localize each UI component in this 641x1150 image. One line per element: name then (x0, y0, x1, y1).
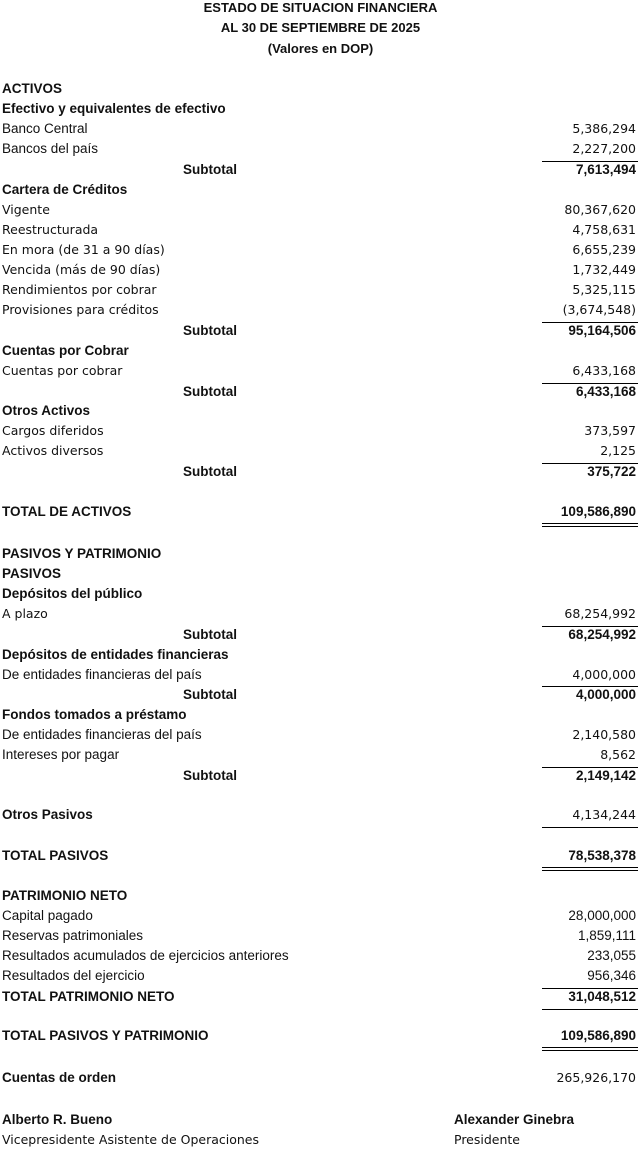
line-item-label: Provisiones para créditos (2, 302, 159, 317)
double-rule (542, 523, 638, 527)
subtotal-row (0, 322, 641, 342)
line-item-label: Resultados acumulados de ejercicios anteriores (2, 948, 289, 963)
report-currency: (Valores en DOP) (267, 41, 374, 56)
line-item (0, 241, 641, 261)
fondos-heading-row (0, 706, 641, 726)
line-item-value: 6,433,168 (572, 363, 636, 378)
line-item-label: De entidades financieras del país (2, 727, 202, 742)
line-item-label: Reestructurada (2, 222, 99, 237)
line-item-label: Resultados del ejercicio (2, 968, 145, 983)
line-item-value: 8,562 (600, 747, 636, 762)
cartera-heading: Cartera de Créditos (2, 182, 128, 197)
subtotal-label: Subtotal (183, 687, 237, 702)
subtotal-row (0, 686, 641, 706)
line-item-value: 28,000,000 (568, 908, 636, 923)
line-item-label: Bancos del país (2, 141, 99, 156)
cuentas-cobrar-heading-row (0, 342, 641, 362)
line-item (0, 605, 641, 625)
total-patrimonio-value: 31,048,512 (568, 989, 636, 1004)
subtotal-value: 6,433,168 (575, 384, 636, 399)
line-item (0, 967, 641, 987)
line-item-label: A plazo (2, 606, 48, 621)
efectivo-heading-row (0, 100, 641, 120)
line-item-value: 80,367,620 (564, 202, 636, 217)
line-item-label: Activos diversos (2, 443, 104, 458)
total-activos-value: 109,586,890 (560, 504, 636, 519)
line-item-label: Capital pagado (2, 908, 93, 923)
line-item (0, 442, 641, 462)
line-item-value: 4,000,000 (572, 667, 636, 682)
line-item (0, 666, 641, 686)
line-item-label: Banco Central (2, 121, 88, 136)
subtotal-label: Subtotal (183, 323, 237, 338)
line-item-value: 4,758,631 (572, 222, 636, 237)
line-item-label: Cuentas por cobrar (2, 363, 123, 378)
total-activos-row (0, 503, 641, 523)
cuentas-cobrar-heading: Cuentas por Cobrar (2, 343, 129, 358)
line-item-label: Cargos diferidos (2, 423, 104, 438)
line-item-label: Reservas patrimoniales (2, 928, 144, 943)
line-item (0, 907, 641, 927)
report-date: AL 30 DE SEPTIEMBRE DE 2025 (220, 20, 421, 35)
line-item-label: De entidades financieras del país (2, 667, 202, 682)
subtotal-row (0, 626, 641, 646)
otros-activos-heading: Otros Activos (2, 403, 91, 418)
line-item-value: 68,254,992 (564, 606, 636, 621)
line-item (0, 362, 641, 382)
line-item-value: 5,386,294 (572, 121, 636, 136)
line-item (0, 301, 641, 321)
signer-right-title: Presidente (454, 1132, 520, 1147)
line-item (0, 927, 641, 947)
line-item-value: 2,140,580 (572, 727, 636, 742)
total-patrimonio-label: TOTAL PATRIMONIO NETO (2, 989, 175, 1004)
subtotal-row (0, 383, 641, 403)
otros-pasivos-value: 4,134,244 (572, 807, 636, 822)
depositos-entidades-heading: Depósitos de entidades financieras (2, 647, 229, 662)
activos-heading-row (0, 80, 641, 100)
subtotal-value: 4,000,000 (575, 687, 636, 702)
line-item-value: 956,346 (587, 968, 636, 983)
line-item-label: Vigente (2, 202, 50, 217)
line-item (0, 221, 641, 241)
subtotal-value: 68,254,992 (568, 627, 636, 642)
line-item (0, 746, 641, 766)
line-item (0, 261, 641, 281)
total-pasivos-patrimonio-row (0, 1027, 641, 1047)
subtotal-label: Subtotal (183, 162, 237, 177)
subtotal-label: Subtotal (183, 627, 237, 642)
underline-rule (542, 827, 638, 828)
cuentas-orden-label: Cuentas de orden (2, 1070, 117, 1085)
depositos-publico-heading: Depósitos del público (2, 586, 143, 601)
subtotal-row (0, 767, 641, 787)
line-item-label: En mora (de 31 a 90 días) (2, 242, 165, 257)
line-item-value: 5,325,115 (572, 282, 636, 297)
line-item-label: Vencida (más de 90 días) (2, 262, 161, 277)
signer-right-name: Alexander Ginebra (454, 1112, 575, 1127)
otros-pasivos-row (0, 806, 641, 826)
total-activos-label: TOTAL DE ACTIVOS (2, 504, 132, 519)
underline-rule (542, 1009, 638, 1010)
signer-left-name: Alberto R. Bueno (2, 1112, 113, 1127)
subtotal-value: 2,149,142 (575, 768, 636, 783)
line-item-label: Rendimientos por cobrar (2, 282, 157, 297)
patrimonio-heading-row (0, 887, 641, 907)
cartera-heading-row (0, 181, 641, 201)
cuentas-orden-row (0, 1069, 641, 1089)
line-item-value: 1,732,449 (572, 262, 636, 277)
double-rule (542, 1047, 638, 1051)
line-item (0, 281, 641, 301)
line-item-value: 6,655,239 (572, 242, 636, 257)
line-item-value: 1,859,111 (577, 928, 636, 943)
report-title: ESTADO DE SITUACION FINANCIERA (203, 0, 438, 15)
line-item-value: (3,674,548) (562, 302, 636, 317)
total-pasivos-row (0, 847, 641, 867)
subtotal-row (0, 463, 641, 483)
subtotal-row (0, 161, 641, 181)
pasivos-patrimonio-heading: PASIVOS Y PATRIMONIO (2, 546, 162, 561)
line-item-value: 2,227,200 (572, 141, 636, 156)
total-pasivos-value: 78,538,378 (568, 848, 636, 863)
patrimonio-heading: PATRIMONIO NETO (2, 888, 128, 903)
pasivos-heading: PASIVOS (2, 566, 62, 581)
line-item (0, 947, 641, 967)
line-item-value: 2,125 (600, 443, 636, 458)
total-pasivos-patrimonio-label: TOTAL PASIVOS Y PATRIMONIO (2, 1028, 209, 1043)
subtotal-value: 375,722 (587, 464, 636, 479)
otros-pasivos-label: Otros Pasivos (2, 807, 93, 822)
line-item (0, 201, 641, 221)
fondos-heading: Fondos tomados a préstamo (2, 707, 187, 722)
line-item-label: Intereses por pagar (2, 747, 120, 762)
cuentas-orden-value: 265,926,170 (556, 1070, 636, 1085)
depositos-publico-heading-row (0, 585, 641, 605)
line-item (0, 120, 641, 140)
pasivos-heading-row (0, 565, 641, 585)
total-pasivos-patrimonio-value: 109,586,890 (560, 1028, 636, 1043)
subtotal-label: Subtotal (183, 768, 237, 783)
line-item (0, 422, 641, 442)
subtotal-value: 95,164,506 (568, 323, 636, 338)
pasivos-patrimonio-heading-row (0, 545, 641, 565)
line-item (0, 140, 641, 160)
line-item-value: 233,055 (587, 948, 636, 963)
depositos-entidades-heading-row (0, 646, 641, 666)
line-item (0, 726, 641, 746)
line-item-value: 373,597 (584, 423, 636, 438)
subtotal-label: Subtotal (183, 384, 237, 399)
total-patrimonio-row (0, 988, 641, 1008)
efectivo-heading: Efectivo y equivalentes de efectivo (2, 101, 226, 116)
activos-heading: ACTIVOS (2, 81, 63, 96)
signer-left-title: Vicepresidente Asistente de Operaciones (2, 1132, 260, 1147)
otros-activos-heading-row (0, 402, 641, 422)
subtotal-value: 7,613,494 (575, 162, 636, 177)
double-rule (542, 867, 638, 871)
subtotal-label: Subtotal (183, 464, 237, 479)
total-pasivos-label: TOTAL PASIVOS (2, 848, 109, 863)
